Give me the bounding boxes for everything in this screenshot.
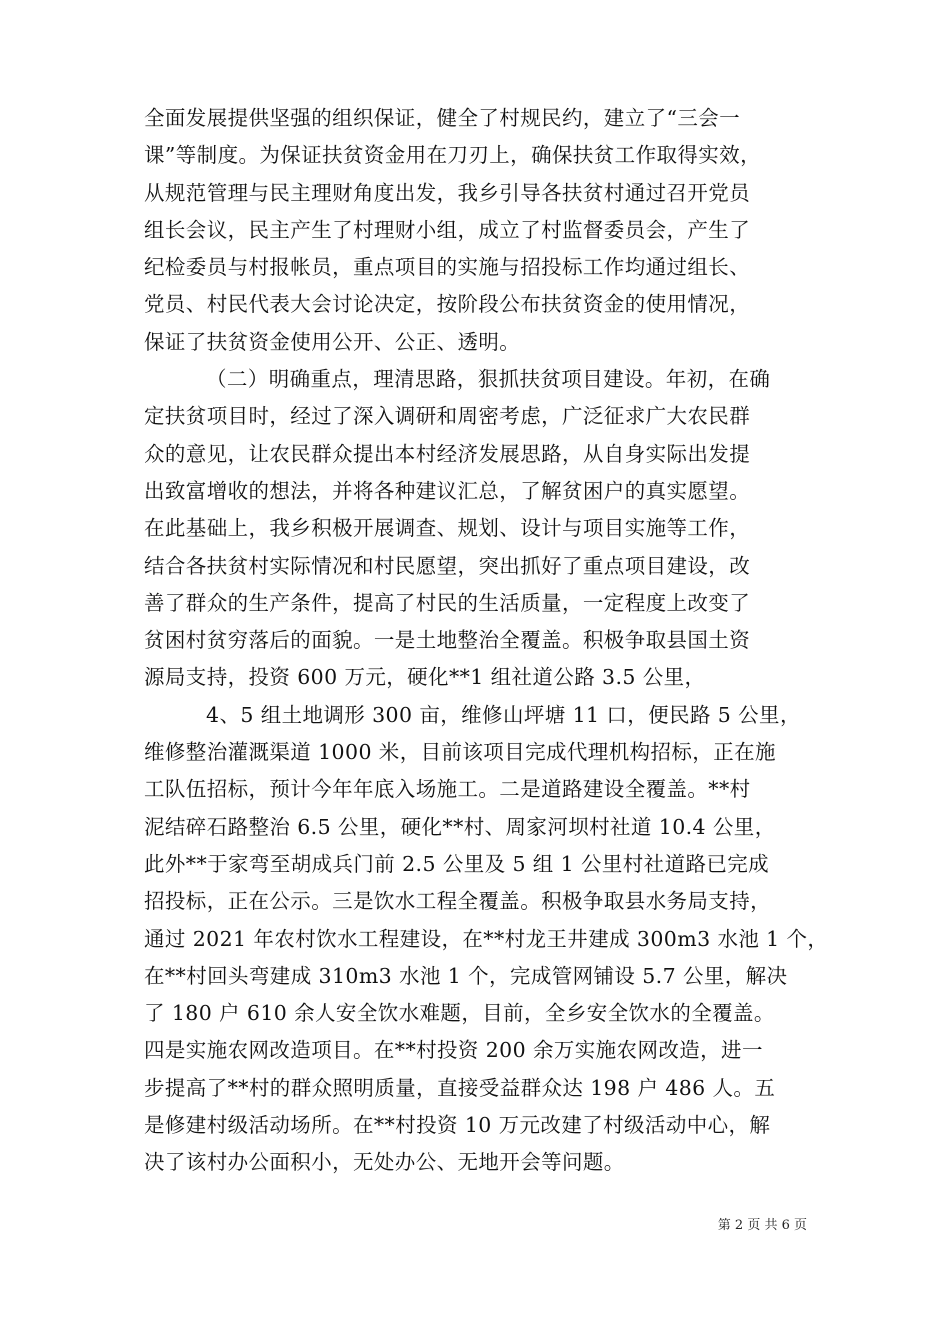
text-line: 泥结碎石路整治 6.5 公里，硬化**村、周家河坝村社道 10.4 公里， <box>144 814 776 839</box>
text-line: 了 180 户 610 余人安全饮水难题，目前，全乡安全饮水的全覆盖。 <box>144 1001 775 1026</box>
text-line: （二）明确重点，理清思路，狠抓扶贫项目建设。年初，在确 <box>206 367 771 392</box>
text-line: 维修整治灌溉渠道 1000 米，目前该项目完成代理机构招标，正在施 <box>144 740 776 765</box>
text-line: 出致富增收的想法，并将各种建议汇总，了解贫困户的真实愿望。 <box>144 478 751 503</box>
paragraph-2 <box>144 361 814 697</box>
paragraph-3 <box>144 697 829 1182</box>
text-line: 保证了扶贫资金使用公开、公正、透明。 <box>144 329 521 354</box>
text-line: 众的意见，让农民群众提出本村经济发展思路，从自身实际出发提 <box>144 441 751 466</box>
text-line: 步提高了**村的群众照明质量，直接受益群众达 198 户 486 人。五 <box>144 1075 776 1100</box>
text-line: 从规范管理与民主理财角度出发，我乡引导各扶贫村通过召开党员 <box>144 180 751 205</box>
text-line: 在**村回头弯建成 310m3 水池 1 个，完成管网铺设 5.7 公里，解决 <box>144 963 788 988</box>
text-line: 决了该村办公面积小，无处办公、无地开会等问题。 <box>144 1150 625 1175</box>
text-line: 4、5 组土地调形 300 亩，维修山坪塘 11 口，便民路 5 公里， <box>206 702 801 727</box>
text-line: 定扶贫项目时，经过了深入调研和周密考虑，广泛征求广大农民群 <box>144 404 751 429</box>
page-number: 第 2 页 共 6 页 <box>717 1218 807 1233</box>
text-line: 通过 2021 年农村饮水工程建设，在**村龙王井建成 300m3 水池 1 个， <box>144 926 829 951</box>
text-line: 结合各扶贫村实际情况和村民愿望，突出抓好了重点项目建设，改 <box>144 553 751 578</box>
paragraph-1 <box>144 100 814 361</box>
text-line: 善了群众的生产条件，提高了村民的生活质量，一定程度上改变了 <box>144 590 751 615</box>
text-line: 纪检委员与村报帐员，重点项目的实施与招投标工作均通过组长、 <box>144 255 751 280</box>
text-line: 源局支持，投资 600 万元，硬化**1 组社道公路 3.5 公里， <box>144 665 706 690</box>
text-line: 组长会议，民主产生了村理财小组，成立了村监督委员会，产生了 <box>144 217 751 242</box>
text-line: 课”等制度。为保证扶贫资金用在刀刃上，确保扶贫工作取得实效， <box>144 143 761 168</box>
document-body <box>144 100 829 1182</box>
text-line: 贫困村贫穷落后的面貌。一是土地整治全覆盖。积极争取县国土资 <box>144 628 751 653</box>
text-line: 党员、村民代表大会讨论决定，按阶段公布扶贫资金的使用情况， <box>144 292 751 317</box>
text-line: 四是实施农网改造项目。在**村投资 200 余万实施农网改造，进一 <box>144 1038 763 1063</box>
text-line: 全面发展提供坚强的组织保证，健全了村规民约，建立了“三会一 <box>144 106 741 130</box>
text-line: 在此基础上，我乡积极开展调查、规划、设计与项目实施等工作， <box>144 516 751 541</box>
text-line: 招投标，正在公示。三是饮水工程全覆盖。积极争取县水务局支持， <box>144 889 771 914</box>
text-line: 工队伍招标，预计今年年底入场施工。二是道路建设全覆盖。**村 <box>144 777 751 802</box>
text-line: 此外**于家弯至胡成兵门前 2.5 公里及 5 组 1 公里村社道路已完成 <box>144 851 770 876</box>
text-line: 是修建村级活动场所。在**村投资 10 万元改建了村级活动中心，解 <box>144 1113 771 1138</box>
